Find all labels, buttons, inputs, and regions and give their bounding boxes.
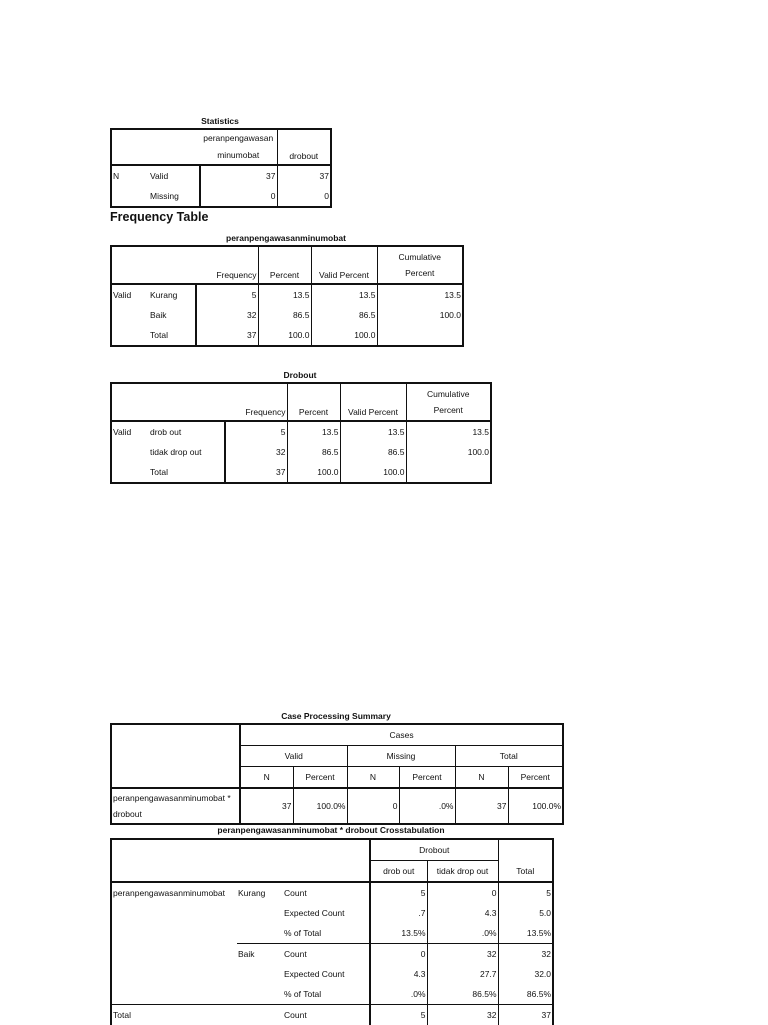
crosstab-stat-label: Count	[283, 882, 370, 903]
statistics-cell: 37	[200, 165, 277, 186]
table-cell: 86.5%	[498, 984, 553, 1005]
col-header-frequency: Frequency	[196, 246, 258, 284]
table-cell: 100.0	[287, 462, 340, 483]
table-cell: 4.3	[427, 903, 498, 923]
cases-header: Cases	[240, 724, 563, 746]
table-cell	[377, 325, 463, 346]
table-cell: 13.5%	[498, 923, 553, 944]
table-cell: .7	[370, 903, 427, 923]
n-header: N	[347, 767, 399, 789]
crosstab-row-var: peranpengawasanminumobat	[111, 882, 237, 903]
crosstab-stat-label: Count	[283, 944, 370, 965]
table-cell: 32	[225, 442, 287, 462]
crosstab-stat-label: Expected Count	[283, 964, 370, 984]
valid-header: Valid	[240, 746, 347, 767]
crosstab-stat-label: Expected Count	[283, 903, 370, 923]
table-cell: 32	[498, 944, 553, 965]
table-cell: 0	[427, 882, 498, 903]
missing-header: Missing	[347, 746, 455, 767]
crosstab-group-label: Kurang	[237, 882, 283, 903]
table-cell: 13.5	[287, 421, 340, 442]
freq2-title: Drobout	[110, 370, 490, 380]
table-cell: 37	[196, 325, 258, 346]
table-cell: 32	[196, 305, 258, 325]
crosstab-total-label: Total	[111, 1005, 237, 1025]
table-cell: 32	[427, 1005, 498, 1025]
table-cell: 86.5	[340, 442, 406, 462]
statistics-row-group: N	[111, 165, 149, 186]
table-cell: .0%	[399, 788, 455, 824]
crosstab-title: peranpengawasanminumobat * drobout Crosstabulation	[110, 825, 552, 835]
row-group-label: Valid	[111, 284, 149, 305]
statistics-cell: 37	[277, 165, 331, 186]
row-label: Total	[149, 325, 196, 346]
statistics-table	[110, 128, 332, 208]
table-cell: 32	[427, 944, 498, 965]
table-cell: 32.0	[498, 964, 553, 984]
table-cell: 5	[196, 284, 258, 305]
statistics-row-label: Valid	[149, 165, 200, 186]
statistics-row-label: Missing	[149, 186, 200, 207]
row-label: drob out	[149, 421, 225, 442]
col-header-frequency: Frequency	[225, 383, 287, 421]
statistics-col1-header: peranpengawasan minumobat	[200, 129, 277, 165]
table-cell: 5	[225, 421, 287, 442]
table-cell: 5.0	[498, 903, 553, 923]
table-cell: .0%	[427, 923, 498, 944]
crosstab-group-label: Baik	[237, 944, 283, 965]
table-cell: .0%	[370, 984, 427, 1005]
row-label: Total	[149, 462, 225, 483]
table-cell: 13.5%	[370, 923, 427, 944]
table-cell: 100.0	[340, 462, 406, 483]
percent-header: Percent	[399, 767, 455, 789]
col-header-cumulative-percent: Cumulative Percent	[377, 246, 463, 284]
col-header-cumulative-percent: Cumulative Percent	[406, 383, 491, 421]
crosstab-stat-label: % of Total	[283, 923, 370, 944]
percent-header: Percent	[293, 767, 347, 789]
table-cell: 5	[370, 882, 427, 903]
table-cell: 13.5	[377, 284, 463, 305]
table-cell: 5	[498, 882, 553, 903]
table-cell: 5	[370, 1005, 427, 1025]
statistics-title: Statistics	[110, 116, 330, 126]
statistics-col2-header: drobout	[277, 129, 331, 165]
n-header: N	[455, 767, 508, 789]
n-header: N	[240, 767, 293, 789]
table-cell: 100.0	[311, 325, 377, 346]
table-cell: 13.5	[258, 284, 311, 305]
case-summary-title: Case Processing Summary	[110, 711, 562, 721]
col-header-valid-percent: Valid Percent	[311, 246, 377, 284]
table-cell: 100.0%	[293, 788, 347, 824]
table-cell: 13.5	[340, 421, 406, 442]
table-cell: 100.0	[406, 442, 491, 462]
table-cell: 27.7	[427, 964, 498, 984]
table-cell: 13.5	[406, 421, 491, 442]
table-cell: 86.5	[311, 305, 377, 325]
row-label: Kurang	[149, 284, 196, 305]
table-cell: 37	[240, 788, 293, 824]
table-cell: 13.5	[311, 284, 377, 305]
col-header-percent: Percent	[287, 383, 340, 421]
frequency-table-heading: Frequency Table	[110, 210, 208, 224]
case-summary-table	[110, 723, 564, 825]
statistics-cell: 0	[200, 186, 277, 207]
row-label: tidak drop out	[149, 442, 225, 462]
crosstab-col-header: tidak drop out	[427, 861, 498, 883]
table-cell: 100.0	[377, 305, 463, 325]
case-row-label: peranpengawasanminumobat * drobout	[111, 788, 240, 824]
freq1-table	[110, 245, 464, 347]
crosstab-col-header: drob out	[370, 861, 427, 883]
crosstab-col-header-total: Total	[498, 861, 553, 883]
table-cell: 37	[498, 1005, 553, 1025]
crosstab-col-group: Drobout	[370, 839, 498, 861]
col-header-valid-percent: Valid Percent	[340, 383, 406, 421]
percent-header: Percent	[508, 767, 563, 789]
row-group-label: Valid	[111, 421, 149, 442]
crosstab-table	[110, 838, 554, 1025]
statistics-cell: 0	[277, 186, 331, 207]
crosstab-stat-label: Count	[283, 1005, 370, 1025]
col-header-percent: Percent	[258, 246, 311, 284]
table-cell: 86.5	[287, 442, 340, 462]
table-cell: 86.5%	[427, 984, 498, 1005]
table-cell: 0	[370, 944, 427, 965]
crosstab-stat-label: % of Total	[283, 984, 370, 1005]
table-cell: 37	[225, 462, 287, 483]
freq1-title: peranpengawasanminumobat	[110, 233, 462, 243]
table-cell: 100.0%	[508, 788, 563, 824]
table-cell	[406, 462, 491, 483]
table-cell: 100.0	[258, 325, 311, 346]
table-cell: 86.5	[258, 305, 311, 325]
table-cell: 0	[347, 788, 399, 824]
table-cell: 4.3	[370, 964, 427, 984]
table-cell: 37	[455, 788, 508, 824]
row-label: Baik	[149, 305, 196, 325]
total-header: Total	[455, 746, 563, 767]
freq2-table	[110, 382, 492, 484]
